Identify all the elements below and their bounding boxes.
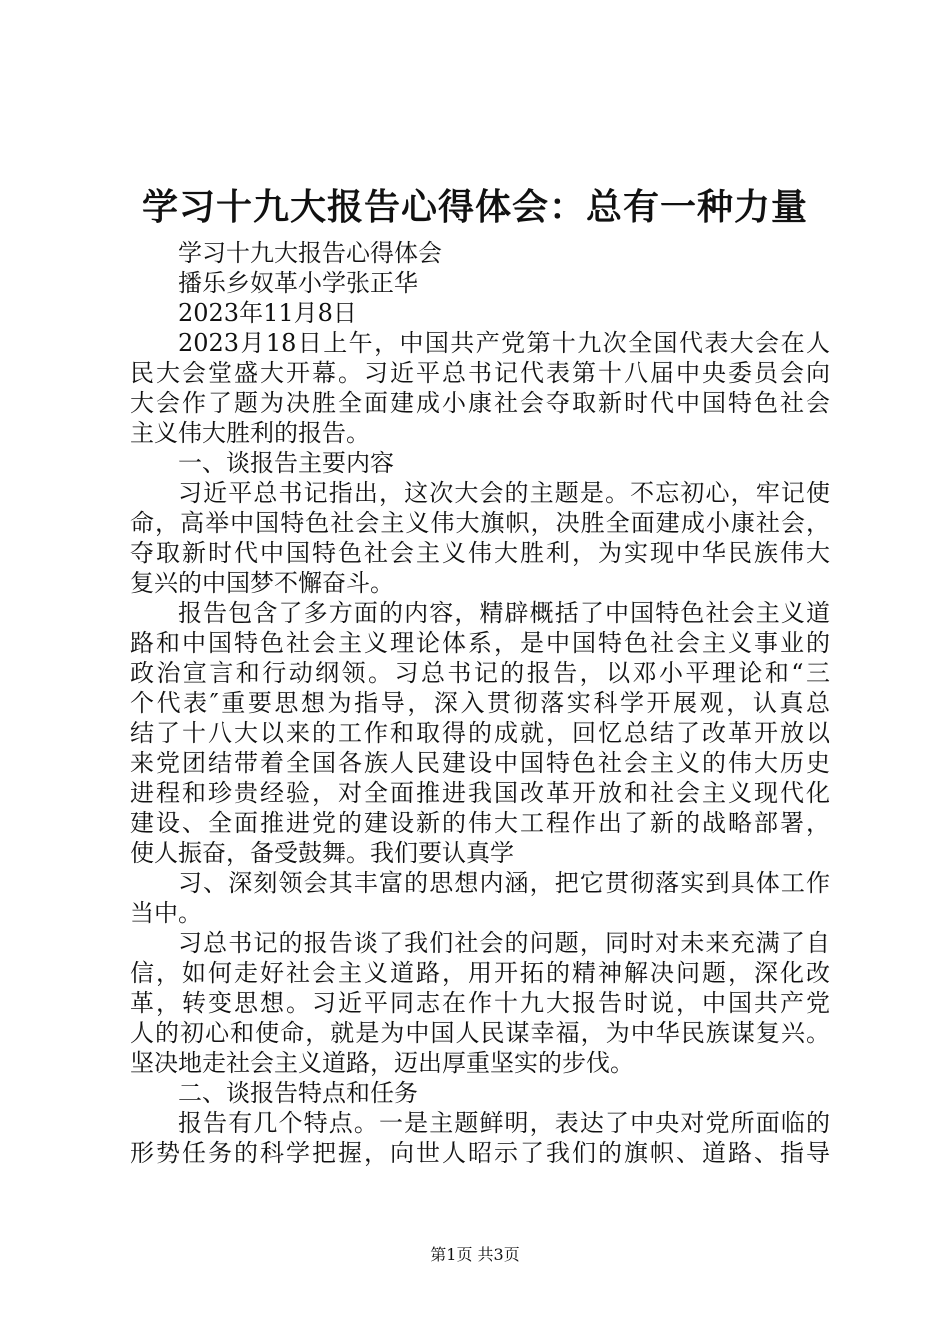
text-line: 进程和珍贵经验，对全面推进我国改革开放和社会主义现代化 <box>130 779 830 807</box>
text-line: 一、谈报告主要内容 <box>178 449 394 477</box>
text-line: 主义伟大胜利的报告。 <box>130 419 370 447</box>
text-line: 习近平总书记指出，这次大会的主题是。不忘初心，牢记使 <box>178 479 830 507</box>
text-line: 学习十九大报告心得体会 <box>178 239 442 267</box>
text-line: 形势任务的科学把握，向世人昭示了我们的旗帜、道路、指导 <box>130 1139 830 1167</box>
text-line: 二、谈报告特点和任务 <box>178 1079 418 1107</box>
text-line: 当中。 <box>130 899 202 927</box>
text-line: 2023年11月8日 <box>178 299 357 327</box>
text-line: 来党团结带着全国各族人民建设中国特色社会主义的伟大历史 <box>130 749 830 777</box>
text-line: 民大会堂盛大开幕。习近平总书记代表第十八届中央委员会向 <box>130 359 830 387</box>
text-line: 路和中国特色社会主义理论体系，是中国特色社会主义事业的 <box>130 629 830 657</box>
text-line: 命，高举中国特色社会主义伟大旗帜，决胜全面建成小康社会， <box>130 509 830 537</box>
page-footer: 第1页 共3页 <box>430 1245 520 1264</box>
text-line: 政治宣言和行动纲领。习总书记的报告，以邓小平理论和“三 <box>130 659 830 687</box>
text-line: 习总书记的报告谈了我们社会的问题，同时对未来充满了自 <box>178 929 830 957</box>
text-line: 信，如何走好社会主义道路，用开拓的精神解决问题，深化改 <box>130 959 830 987</box>
text-line: 报告有几个特点。一是主题鲜明，表达了中央对党所面临的 <box>178 1109 830 1137</box>
text-line: 复兴的中国梦不懈奋斗。 <box>130 569 394 597</box>
document-body <box>130 238 830 1168</box>
text-line: 使人振奋，备受鼓舞。我们要认真学 <box>130 839 514 867</box>
text-line: 大会作了题为决胜全面建成小康社会夺取新时代中国特色社会 <box>130 389 830 417</box>
text-line: 2023月18日上午，中国共产党第十九次全国代表大会在人 <box>178 329 830 357</box>
text-line: 播乐乡奴革小学张正华 <box>178 269 418 297</box>
text-line: 报告包含了多方面的内容，精辟概括了中国特色社会主义道 <box>178 599 830 627</box>
text-line: 建设、全面推进党的建设新的伟大工程作出了新的战略部署， <box>130 809 830 837</box>
document-title: 学习十九大报告心得体会：总有一种力量 <box>141 186 808 228</box>
text-line: 个代表″重要思想为指导，深入贯彻落实科学开展观，认真总 <box>130 689 830 717</box>
text-line: 坚决地走社会主义道路，迈出厚重坚实的步伐。 <box>130 1049 634 1077</box>
text-line: 革，转变思想。习近平同志在作十九大报告时说，中国共产党 <box>130 989 830 1017</box>
text-line: 夺取新时代中国特色社会主义伟大胜利，为实现中华民族伟大 <box>130 539 830 567</box>
text-line: 人的初心和使命，就是为中国人民谋幸福，为中华民族谋复兴。 <box>130 1019 830 1047</box>
text-line: 结了十八大以来的工作和取得的成就，回忆总结了改革开放以 <box>130 719 830 747</box>
text-line: 习、深刻领会其丰富的思想内涵，把它贯彻落实到具体工作 <box>178 869 830 897</box>
